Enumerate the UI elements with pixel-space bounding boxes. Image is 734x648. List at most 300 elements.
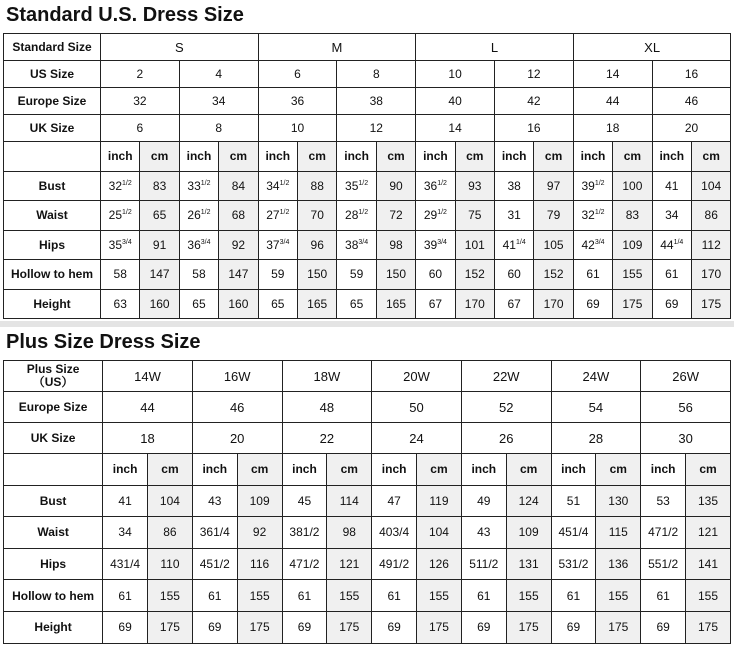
unit-inch-header: inch <box>101 142 140 172</box>
measure-inch-value: 26 <box>187 208 201 223</box>
measure-cm-cell: 152 <box>534 260 573 290</box>
size-value-cell: 16W <box>192 361 282 392</box>
measure-cm-cell: 101 <box>455 230 494 260</box>
row-label-uk-size: UK Size <box>4 115 101 142</box>
measure-inch-cell: 381/2 <box>282 517 327 549</box>
measure-inch-fraction: 3/4 <box>200 238 211 246</box>
measure-inch-value: 65 <box>349 296 364 311</box>
measure-inch-cell <box>258 171 297 201</box>
measure-inch-fraction: 1/2 <box>358 179 369 187</box>
measure-inch-cell: 69 <box>461 611 506 643</box>
measure-cm-cell: 72 <box>376 201 415 231</box>
size-value-cell: 10 <box>258 115 337 142</box>
measure-inch-cell <box>573 171 612 201</box>
measure-inch-cell <box>494 289 533 319</box>
measure-inch-fraction: 1/2 <box>200 179 211 187</box>
measure-cm-cell: 98 <box>327 517 372 549</box>
measure-inch-cell: 61 <box>103 580 148 612</box>
measure-inch-value: 37 <box>266 237 280 252</box>
row-label-hips: Hips <box>4 230 101 260</box>
size-value-cell: 6 <box>258 61 337 88</box>
measure-cm-cell: 98 <box>376 230 415 260</box>
size-value-cell: 30 <box>641 423 731 454</box>
measure-inch-cell <box>337 289 376 319</box>
bust-row <box>4 485 731 517</box>
letter-size-cell: S <box>101 34 259 61</box>
plus-size-label-line2: （US） <box>32 375 74 389</box>
measure-inch-cell: 61 <box>551 580 596 612</box>
measure-inch-cell: 471/2 <box>282 548 327 580</box>
measure-inch-fraction: 1/2 <box>594 209 605 217</box>
size-value-cell: 44 <box>573 88 652 115</box>
row-label-height: Height <box>4 289 101 319</box>
measure-cm-cell: 165 <box>376 289 415 319</box>
measure-inch-value: 60 <box>428 267 443 282</box>
size-value-cell: 8 <box>179 115 258 142</box>
measure-inch-cell <box>573 260 612 290</box>
measure-inch-cell <box>573 289 612 319</box>
measure-inch-cell <box>101 260 140 290</box>
measure-inch-fraction: 1/2 <box>122 179 132 187</box>
measure-cm-cell: 170 <box>534 289 573 319</box>
measure-cm-cell: 170 <box>455 289 494 319</box>
measure-inch-value: 25 <box>108 208 122 223</box>
unit-cm-header: cm <box>691 142 730 172</box>
size-value-cell: 14W <box>103 361 193 392</box>
measure-cm-cell: 104 <box>417 517 462 549</box>
measure-cm-cell: 96 <box>298 230 337 260</box>
measure-inch-value: 41 <box>502 237 516 252</box>
plus-size-title: Plus Size Dress Size <box>6 331 201 353</box>
measure-cm-cell: 152 <box>455 260 494 290</box>
measure-inch-cell <box>101 230 140 260</box>
measure-inch-cell: 61 <box>282 580 327 612</box>
us-size-row <box>4 61 731 88</box>
size-value-cell: 46 <box>652 88 731 115</box>
measure-cm-cell: 121 <box>327 548 372 580</box>
size-value-cell: 28 <box>551 423 641 454</box>
letter-size-cell: XL <box>573 34 731 61</box>
measure-inch-cell <box>652 230 691 260</box>
measure-cm-cell: 119 <box>417 485 462 517</box>
unit-cm-header: cm <box>298 142 337 172</box>
measure-inch-value: 27 <box>266 208 280 223</box>
measure-inch-value: 32 <box>581 208 595 223</box>
measure-inch-cell <box>416 230 455 260</box>
measure-cm-cell: 155 <box>327 580 372 612</box>
measure-cm-cell: 155 <box>237 580 282 612</box>
measure-inch-cell: 43 <box>192 485 237 517</box>
unit-inch-header: inch <box>416 142 455 172</box>
size-value-cell: 18 <box>573 115 652 142</box>
measure-inch-cell: 61 <box>461 580 506 612</box>
measure-inch-value: 41 <box>665 178 679 193</box>
measure-inch-cell <box>258 289 297 319</box>
row-label-us-size: US Size <box>4 61 101 88</box>
row-label-europe-size: Europe Size <box>4 88 101 115</box>
size-value-cell: 12 <box>494 61 573 88</box>
measure-inch-cell <box>101 201 140 231</box>
size-value-cell: 38 <box>337 88 416 115</box>
bust-row <box>4 171 731 201</box>
unit-corner-cell <box>4 454 103 486</box>
unit-cm-header: cm <box>455 142 494 172</box>
size-value-cell: 14 <box>416 115 495 142</box>
measure-inch-fraction: 1/2 <box>594 179 605 187</box>
measure-cm-cell: 88 <box>298 171 337 201</box>
unit-cm-header: cm <box>686 454 731 486</box>
measure-inch-value: 39 <box>581 178 595 193</box>
row-label-hips: Hips <box>4 548 103 580</box>
size-value-cell: 18W <box>282 361 372 392</box>
measure-inch-fraction: 1/2 <box>437 209 447 217</box>
measure-inch-cell: 69 <box>103 611 148 643</box>
waist-row <box>4 201 731 231</box>
measure-cm-cell: 109 <box>237 485 282 517</box>
measure-inch-cell <box>179 201 218 231</box>
measure-inch-cell: 511/2 <box>461 548 506 580</box>
measure-inch-value: 31 <box>507 208 521 223</box>
measure-inch-cell: 361/4 <box>192 517 237 549</box>
measure-inch-value: 58 <box>192 267 206 282</box>
measure-cm-cell: 104 <box>148 485 193 517</box>
hips-row <box>4 230 731 260</box>
measure-cm-cell: 93 <box>455 171 494 201</box>
measure-cm-cell: 155 <box>148 580 193 612</box>
measure-cm-cell: 105 <box>534 230 573 260</box>
measure-cm-cell: 109 <box>506 517 551 549</box>
measure-inch-fraction: 1/2 <box>122 209 132 217</box>
unit-inch-header: inch <box>282 454 327 486</box>
unit-cm-header: cm <box>417 454 462 486</box>
measure-cm-cell: 90 <box>376 171 415 201</box>
measure-inch-cell <box>652 260 691 290</box>
measure-inch-cell <box>416 289 455 319</box>
measure-inch-fraction: 3/4 <box>594 238 605 246</box>
measure-inch-cell <box>337 230 376 260</box>
measure-inch-value: 38 <box>345 237 359 252</box>
height-row <box>4 289 731 319</box>
unit-inch-header: inch <box>372 454 417 486</box>
measure-inch-cell <box>337 171 376 201</box>
measure-cm-cell: 83 <box>613 201 652 231</box>
plus-size-label-line1: Plus Size <box>26 362 80 376</box>
size-value-cell: 46 <box>192 392 282 423</box>
measure-inch-cell: 69 <box>282 611 327 643</box>
measure-inch-cell: 49 <box>461 485 506 517</box>
measure-inch-cell: 69 <box>641 611 686 643</box>
measure-cm-cell: 70 <box>298 201 337 231</box>
measure-inch-value: 69 <box>665 296 679 311</box>
measure-cm-cell: 114 <box>327 485 372 517</box>
measure-inch-fraction: 3/4 <box>437 238 447 246</box>
measure-inch-cell <box>652 201 691 231</box>
size-value-cell: 24 <box>372 423 462 454</box>
size-value-cell: 22 <box>282 423 372 454</box>
measure-cm-cell: 115 <box>596 517 641 549</box>
unit-inch-header: inch <box>494 142 533 172</box>
measure-cm-cell: 75 <box>455 201 494 231</box>
measure-cm-cell: 155 <box>686 580 731 612</box>
size-value-cell: 34 <box>179 88 258 115</box>
unit-inch-header: inch <box>179 142 218 172</box>
letter-size-cell: L <box>416 34 574 61</box>
measure-inch-value: 67 <box>428 296 443 311</box>
measure-inch-cell: 431/4 <box>103 548 148 580</box>
row-label-bust: Bust <box>4 485 103 517</box>
unit-inch-header: inch <box>103 454 148 486</box>
measure-inch-fraction: 3/4 <box>279 238 290 246</box>
measure-cm-cell: 112 <box>691 230 730 260</box>
measure-inch-cell: 471/2 <box>641 517 686 549</box>
size-value-cell: 36 <box>258 88 337 115</box>
size-value-cell: 4 <box>179 61 258 88</box>
measure-inch-cell <box>494 171 533 201</box>
measure-cm-cell: 68 <box>219 201 258 231</box>
measure-inch-cell <box>573 201 612 231</box>
measure-cm-cell: 147 <box>140 260 179 290</box>
measure-cm-cell: 65 <box>140 201 179 231</box>
measure-inch-value: 44 <box>660 237 674 252</box>
measure-inch-cell <box>494 260 533 290</box>
measure-inch-cell <box>416 201 455 231</box>
hollow-to-hem-row <box>4 580 731 612</box>
row-label-hollow-to-hem: Hollow to hem <box>4 260 101 290</box>
measure-inch-value: 36 <box>423 178 438 193</box>
size-value-cell: 2 <box>101 61 180 88</box>
measure-cm-cell: 116 <box>237 548 282 580</box>
measure-inch-fraction: 1/2 <box>437 179 447 187</box>
row-label-europe-size: Europe Size <box>4 392 103 423</box>
measure-inch-cell <box>337 201 376 231</box>
unit-inch-header: inch <box>461 454 506 486</box>
measure-cm-cell: 92 <box>237 517 282 549</box>
measure-inch-value: 34 <box>665 208 679 223</box>
unit-cm-header: cm <box>534 142 573 172</box>
measure-inch-cell <box>101 171 140 201</box>
measure-inch-value: 35 <box>108 237 122 252</box>
measure-inch-fraction: 1/2 <box>358 209 369 217</box>
size-value-cell: 20W <box>372 361 462 392</box>
measure-inch-fraction: 1/2 <box>200 209 211 217</box>
measure-cm-cell: 104 <box>691 171 730 201</box>
size-value-cell: 26W <box>641 361 731 392</box>
row-label-plus-size <box>4 361 103 392</box>
measure-inch-cell: 491/2 <box>372 548 417 580</box>
height-row <box>4 611 731 643</box>
measure-cm-cell: 175 <box>596 611 641 643</box>
measure-inch-cell <box>258 260 297 290</box>
unit-cm-header: cm <box>219 142 258 172</box>
size-value-cell: 22W <box>461 361 551 392</box>
measure-inch-fraction: 3/4 <box>358 238 369 246</box>
measure-inch-value: 42 <box>581 237 595 252</box>
measure-inch-value: 67 <box>507 296 521 311</box>
measure-inch-value: 33 <box>187 178 201 193</box>
letter-size-cell: M <box>258 34 416 61</box>
measure-inch-value: 59 <box>349 267 364 282</box>
measure-cm-cell: 84 <box>219 171 258 201</box>
measure-inch-value: 61 <box>586 267 600 282</box>
standard-size-row <box>4 34 731 61</box>
measure-cm-cell: 135 <box>686 485 731 517</box>
measure-inch-value: 29 <box>423 208 438 223</box>
unit-inch-header: inch <box>573 142 612 172</box>
size-value-cell: 40 <box>416 88 495 115</box>
measure-cm-cell: 83 <box>140 171 179 201</box>
measure-inch-cell: 45 <box>282 485 327 517</box>
measure-cm-cell: 86 <box>148 517 193 549</box>
measure-inch-fraction: 1/4 <box>673 238 684 246</box>
row-label-height: Height <box>4 611 103 643</box>
measure-inch-cell: 531/2 <box>551 548 596 580</box>
measure-cm-cell: 155 <box>417 580 462 612</box>
size-value-cell: 16 <box>652 61 731 88</box>
measure-inch-cell <box>258 230 297 260</box>
measure-inch-value: 65 <box>192 296 206 311</box>
size-value-cell: 56 <box>641 392 731 423</box>
measure-cm-cell: 131 <box>506 548 551 580</box>
measure-inch-cell: 34 <box>103 517 148 549</box>
measure-inch-value: 60 <box>507 267 521 282</box>
measure-inch-cell: 43 <box>461 517 506 549</box>
measure-inch-cell: 51 <box>551 485 596 517</box>
measure-inch-value: 65 <box>271 296 285 311</box>
measure-inch-fraction: 1/2 <box>279 209 290 217</box>
measure-inch-value: 63 <box>113 296 127 311</box>
measure-inch-fraction: 1/2 <box>279 179 290 187</box>
size-value-cell: 20 <box>652 115 731 142</box>
size-value-cell: 44 <box>103 392 193 423</box>
measure-inch-cell: 53 <box>641 485 686 517</box>
measure-inch-cell <box>652 289 691 319</box>
unit-inch-header: inch <box>258 142 297 172</box>
row-label-waist: Waist <box>4 201 101 231</box>
measure-cm-cell: 155 <box>506 580 551 612</box>
unit-cm-header: cm <box>596 454 641 486</box>
measure-inch-value: 58 <box>113 267 127 282</box>
measure-cm-cell: 175 <box>148 611 193 643</box>
measure-cm-cell: 160 <box>219 289 258 319</box>
size-value-cell: 32 <box>101 88 180 115</box>
measure-inch-fraction: 1/4 <box>515 238 526 246</box>
plus-size-table <box>3 360 731 644</box>
measure-cm-cell: 130 <box>596 485 641 517</box>
measure-cm-cell: 175 <box>327 611 372 643</box>
size-value-cell: 18 <box>103 423 193 454</box>
measure-cm-cell: 150 <box>376 260 415 290</box>
measure-cm-cell: 136 <box>596 548 641 580</box>
row-label-uk-size: UK Size <box>4 423 103 454</box>
measure-cm-cell: 155 <box>613 260 652 290</box>
size-value-cell: 6 <box>101 115 180 142</box>
measure-inch-cell: 41 <box>103 485 148 517</box>
hips-row <box>4 548 731 580</box>
size-value-cell: 20 <box>192 423 282 454</box>
unit-cm-header: cm <box>327 454 372 486</box>
measure-inch-cell <box>494 230 533 260</box>
measure-inch-cell: 451/2 <box>192 548 237 580</box>
measure-cm-cell: 109 <box>613 230 652 260</box>
europe-size-row <box>4 392 731 423</box>
unit-cm-header: cm <box>148 454 193 486</box>
measure-inch-cell <box>337 260 376 290</box>
row-label-waist: Waist <box>4 517 103 549</box>
waist-row <box>4 517 731 549</box>
size-value-cell: 10 <box>416 61 495 88</box>
measure-inch-value: 38 <box>507 178 521 193</box>
unit-inch-header: inch <box>337 142 376 172</box>
size-value-cell: 26 <box>461 423 551 454</box>
unit-inch-header: inch <box>641 454 686 486</box>
measure-cm-cell: 121 <box>686 517 731 549</box>
measure-cm-cell: 92 <box>219 230 258 260</box>
measure-inch-value: 34 <box>266 178 280 193</box>
measure-inch-cell <box>416 260 455 290</box>
measure-inch-value: 59 <box>271 267 285 282</box>
unit-inch-header: inch <box>652 142 691 172</box>
measure-cm-cell: 175 <box>417 611 462 643</box>
measure-cm-cell: 155 <box>596 580 641 612</box>
measure-cm-cell: 100 <box>613 171 652 201</box>
size-value-cell: 16 <box>494 115 573 142</box>
measure-inch-cell <box>179 289 218 319</box>
measure-inch-fraction: 3/4 <box>122 238 132 246</box>
measure-cm-cell: 97 <box>534 171 573 201</box>
measure-inch-cell <box>179 260 218 290</box>
unit-row <box>4 142 731 172</box>
measure-inch-value: 69 <box>586 296 600 311</box>
plus-size-row <box>4 361 731 392</box>
measure-cm-cell: 165 <box>298 289 337 319</box>
unit-inch-header: inch <box>192 454 237 486</box>
measure-inch-cell: 47 <box>372 485 417 517</box>
size-value-cell: 50 <box>372 392 462 423</box>
unit-cm-header: cm <box>376 142 415 172</box>
measure-inch-cell: 69 <box>192 611 237 643</box>
measure-inch-cell <box>416 171 455 201</box>
standard-size-table <box>3 33 731 319</box>
measure-inch-value: 28 <box>345 208 359 223</box>
size-value-cell: 48 <box>282 392 372 423</box>
size-value-cell: 24W <box>551 361 641 392</box>
measure-inch-cell: 451/4 <box>551 517 596 549</box>
measure-inch-value: 35 <box>345 178 359 193</box>
unit-corner-cell <box>4 142 101 172</box>
measure-inch-value: 32 <box>108 178 122 193</box>
uk-size-row <box>4 115 731 142</box>
unit-cm-header: cm <box>613 142 652 172</box>
measure-inch-cell: 551/2 <box>641 548 686 580</box>
section-divider <box>0 321 734 327</box>
hollow-to-hem-row <box>4 260 731 290</box>
row-label-hollow-to-hem: Hollow to hem <box>4 580 103 612</box>
size-value-cell: 12 <box>337 115 416 142</box>
uk-size-row <box>4 423 731 454</box>
row-label-standard-size: Standard Size <box>4 34 101 61</box>
measure-inch-cell: 403/4 <box>372 517 417 549</box>
measure-inch-cell <box>101 289 140 319</box>
measure-cm-cell: 141 <box>686 548 731 580</box>
measure-inch-cell <box>258 201 297 231</box>
unit-row <box>4 454 731 486</box>
measure-inch-cell <box>652 171 691 201</box>
measure-cm-cell: 110 <box>148 548 193 580</box>
measure-cm-cell: 86 <box>691 201 730 231</box>
measure-cm-cell: 175 <box>237 611 282 643</box>
standard-size-title: Standard U.S. Dress Size <box>6 4 244 26</box>
measure-inch-cell <box>179 230 218 260</box>
